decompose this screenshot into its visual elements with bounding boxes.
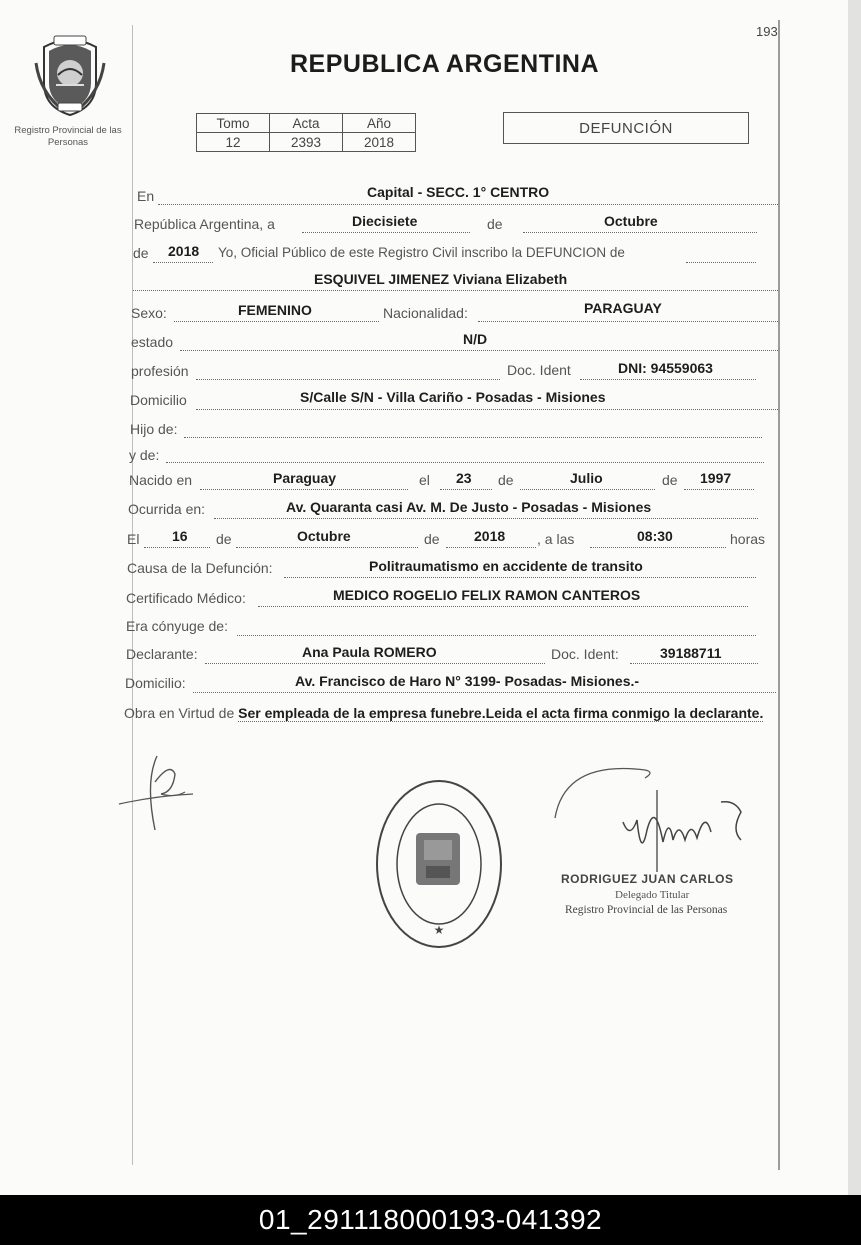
dotted-line [630,663,758,664]
label-declarante: Declarante: [126,646,198,662]
dotted-line [144,547,210,548]
label-de-def-anio: de [424,531,440,547]
label-domicilio-declarante: Domicilio: [125,675,186,691]
value-nacionalidad: PARAGUAY [584,300,662,316]
label-sexo: Sexo: [131,305,167,321]
value-nac-dia: 23 [456,470,472,486]
official-signature [545,760,765,875]
label-estado: estado [131,334,174,350]
label-nacido-en: Nacido en [129,472,193,488]
dotted-line [446,547,536,548]
dotted-line [174,321,379,322]
dotted-line [196,409,778,410]
value-declarante-domicilio: Av. Francisco de Haro N° 3199- Posadas- Misiones.- [295,673,640,689]
label-nacionalidad: Nacionalidad: [383,305,468,321]
dotted-line [184,437,762,438]
value-nombre: ESQUIVEL JIMENEZ Viviana Elizabeth [314,271,568,287]
label-profesion: profesión [131,363,189,379]
value-lugar: Capital - SECC. 1° CENTRO [367,184,550,200]
obra-en-virtud-paragraph [124,703,776,724]
country-title: REPUBLICA ARGENTINA [290,50,600,78]
dotted-line [302,232,470,233]
label-de-def-mes: de [216,531,232,547]
page-edge [848,0,861,1195]
value-nac-anio: 1997 [700,470,732,486]
label-horas: horas [730,531,766,547]
acta-value: 2393 [270,133,343,152]
dotted-line [214,518,758,519]
dotted-line [590,547,726,548]
value-def-mes: Octubre [297,528,351,544]
dotted-line [580,379,756,380]
acta-label: Acta [270,114,343,133]
file-id-footer: 01_291118000193-041392 [0,1195,861,1245]
provincial-seal-logo [34,33,106,117]
label-de-nac-anio: de [662,472,678,488]
value-estado: N/D [463,331,488,347]
dotted-line [193,692,776,693]
dotted-line [258,606,748,607]
value-doc-ident: DNI: 94559063 [618,360,713,376]
value-declarante: Ana Paula ROMERO [302,644,437,660]
dotted-line [523,232,757,233]
label-republica: República Argentina, a [134,216,275,232]
declarant-signature [115,752,200,837]
label-de-anio: de [133,245,149,261]
dotted-line [153,262,213,263]
label-causa: Causa de la Defunción: [127,560,273,576]
label-de-nac-mes: de [498,472,514,488]
value-anio: 2018 [168,243,200,259]
value-mes: Octubre [604,213,658,229]
dotted-line [684,489,754,490]
official-stamp [374,778,504,950]
label-a-las: , a las [537,531,575,547]
dotted-line [520,489,655,490]
value-causa: Politraumatismo en accidente de transito [369,558,643,574]
tomo-value: 12 [197,133,270,152]
dotted-line [158,204,778,205]
dotted-line [166,462,764,463]
registry-caption: Registro Provincial de las Personas [14,125,122,148]
dotted-line [180,350,778,351]
anio-value: 2018 [343,133,416,152]
value-domicilio: S/Calle S/N - Villa Cariño - Posadas - Misiones [300,389,606,405]
dotted-line [236,547,418,548]
value-nacido-en: Paraguay [273,470,337,486]
anio-label: Año [343,114,416,133]
label-inscripcion: Yo, Oficial Público de este Registro Civil inscribo la DEFUNCION de [218,245,625,260]
label-en: En [137,188,155,204]
label-ocurrida-en: Ocurrida en: [128,501,206,517]
value-ocurrida-en: Av. Quaranta casi Av. M. De Justo - Posadas - Misiones [286,499,652,515]
dotted-line [205,663,545,664]
page-number: 193 [756,24,778,39]
record-table [196,113,416,152]
value-nac-mes: Julio [570,470,603,486]
value-declarante-doc: 39188711 [660,645,722,661]
value-def-hora: 08:30 [637,528,673,544]
label-hijo-de: Hijo de: [130,421,178,437]
dotted-line [440,489,492,490]
document-type-box: DEFUNCIÓN [503,112,749,144]
label-el: el [419,472,430,488]
dotted-line [686,262,756,263]
value-certificado: MEDICO ROGELIO FELIX RAMON CANTEROS [333,587,641,603]
label-de: de [487,216,503,232]
dotted-line [133,290,778,291]
label-doc-ident-declarante: Doc. Ident: [551,646,619,662]
label-certificado: Certificado Médico: [126,590,246,606]
dotted-line [284,577,756,578]
official-role: Delegado Titular [615,889,690,901]
dotted-line [478,321,778,322]
official-org: Registro Provincial de las Personas [565,904,728,916]
value-sexo: FEMENINO [238,302,312,318]
label-conyuge: Era cónyuge de: [126,618,228,634]
official-name: RODRIGUEZ JUAN CARLOS [561,872,734,886]
tomo-label: Tomo [197,114,270,133]
label-y-de: y de: [129,447,160,463]
label-obra-en-virtud: Obra en Virtud de [124,705,235,721]
value-dia: Diecisiete [352,213,418,229]
value-def-anio: 2018 [474,528,506,544]
label-domicilio: Domicilio [130,392,187,408]
dotted-line [237,635,756,636]
value-obra-en-virtud: Ser empleada de la empresa funebre.Leida el acta firma conmigo la declarante. [238,705,764,721]
label-doc-ident: Doc. Ident [507,362,571,378]
value-def-dia: 16 [172,528,188,544]
right-margin-line [778,20,780,1170]
label-el-fecha: El [127,531,140,547]
svg-text:★: ★ [433,923,445,937]
dotted-line [196,379,500,380]
dotted-line [200,489,408,490]
